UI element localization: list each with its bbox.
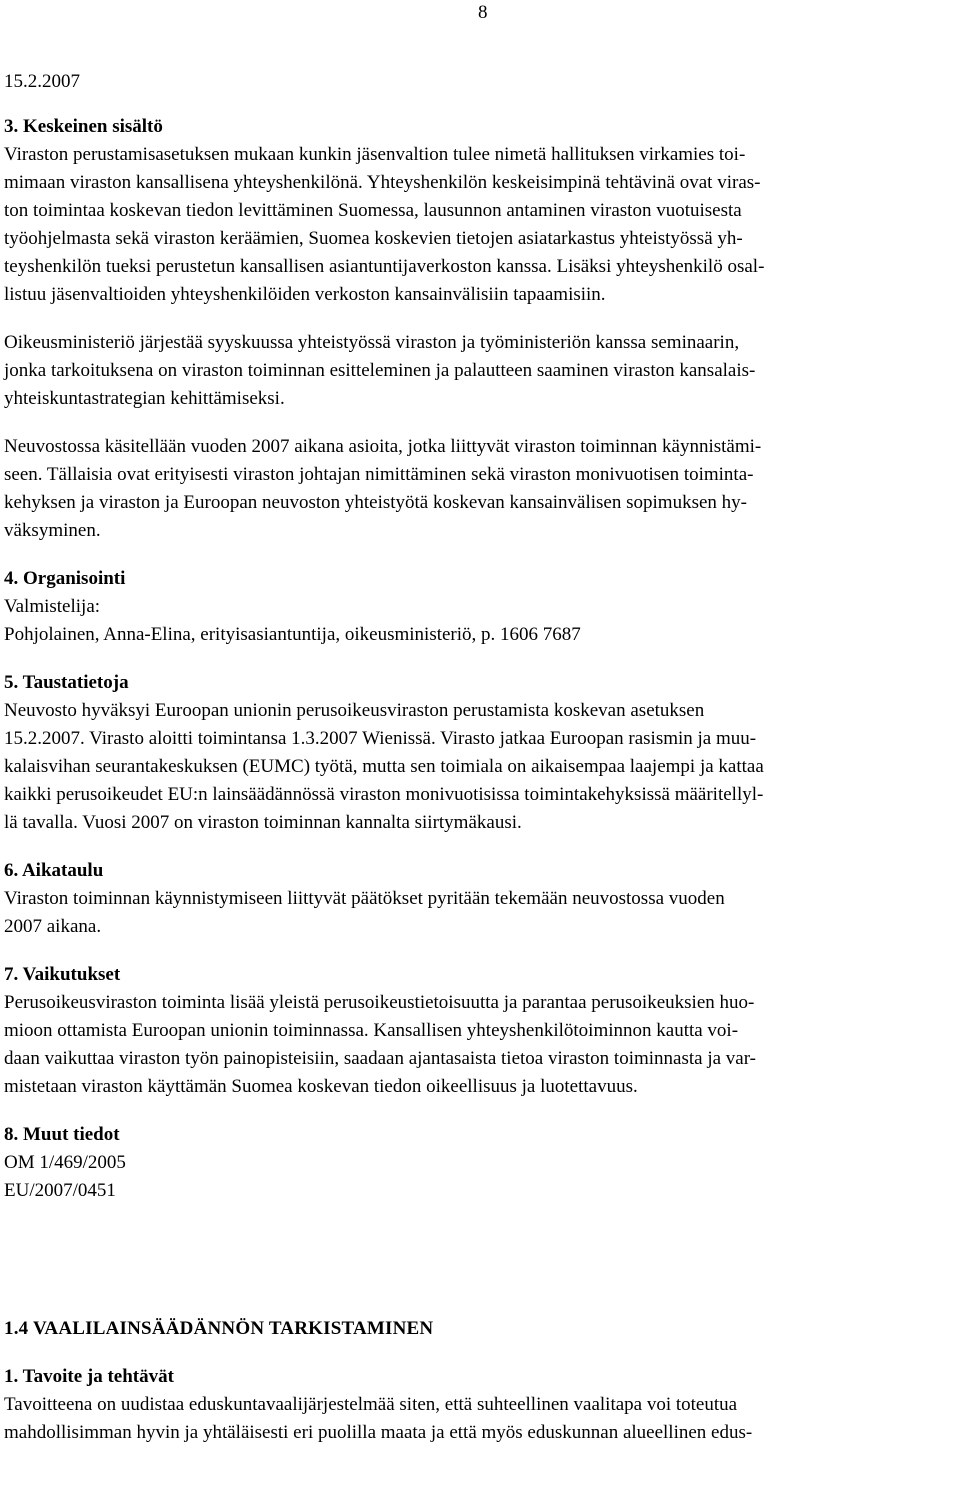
text-line: mahdollisimman hyvin ja yhtäläisesti eri puolilla maata ja että myös eduskunnan alueellinen edus- xyxy=(4,1422,753,1443)
section-8-muut-tiedot xyxy=(4,1121,954,1205)
text-line: mioon ottamista Euroopan unionin toiminnassa. Kansallisen yhteyshenkilötoiminnon kautta voi- xyxy=(4,1020,739,1041)
text-line: lä tavalla. Vuosi 2007 on viraston toiminnan kannalta siirtymäkausi. xyxy=(4,812,522,833)
section-heading: 1. Tavoite ja tehtävät xyxy=(4,1366,174,1387)
document-body xyxy=(4,68,954,1467)
chapter-heading-1-4: 1.4 VAALILAINSÄÄDÄNNÖN TARKISTAMINEN xyxy=(4,1318,434,1339)
document-date: 15.2.2007 xyxy=(4,71,80,92)
reference-code: OM 1/469/2005 xyxy=(4,1152,126,1173)
text-line: 15.2.2007. Virasto aloitti toimintansa 1.3.2007 Wienissä. Virasto jatkaa Euroopan rasismin ja muu- xyxy=(4,728,757,749)
paragraph xyxy=(4,329,954,413)
text-line: 2007 aikana. xyxy=(4,916,102,937)
text-line: mistetaan viraston käyttämän Suomea koskevan tiedon oikeellisuus ja luotettavuus. xyxy=(4,1076,638,1097)
text-line: työohjelmasta sekä viraston keräämien, Suomea koskevien tietojen asiatarkastus yhteistyössä yh- xyxy=(4,228,743,249)
text-line: kalaisvihan seurantakeskuksen (EUMC) työtä, mutta sen toimiala on aikaisempaa laajempi ja kattaa xyxy=(4,756,764,777)
paragraph xyxy=(4,433,954,545)
section-3-keskeinen-sisalto xyxy=(4,113,954,309)
text-line: yhteiskuntastrategian kehittämiseksi. xyxy=(4,388,285,409)
text-line: ton toimintaa koskevan tiedon levittäminen Suomessa, lausunnon antaminen viraston vuotuisesta xyxy=(4,200,742,221)
text-line: Pohjolainen, Anna-Elina, erityisasiantuntija, oikeusministeriö, p. 1606 7687 xyxy=(4,624,581,645)
section-heading: 8. Muut tiedot xyxy=(4,1124,120,1145)
text-line: Tavoitteena on uudistaa eduskuntavaalijärjestelmää siten, että suhteellinen vaalitapa voi toteutua xyxy=(4,1394,738,1415)
text-line: Neuvosto hyväksyi Euroopan unionin perusoikeusviraston perustamista koskevan asetuksen xyxy=(4,700,705,721)
text-line: listuu jäsenvaltioiden yhteyshenkilöiden verkoston kansainvälisiin tapaamisiin. xyxy=(4,284,606,305)
section-1-tavoite-ja-tehtavat xyxy=(4,1363,954,1447)
text-line: daan vaikuttaa viraston työn painopisteisiin, saadaan ajantasaista tietoa viraston toiminnasta ja var- xyxy=(4,1048,757,1069)
section-4-organisointi xyxy=(4,565,954,649)
text-line: Oikeusministeriö järjestää syyskuussa yhteistyössä viraston ja työministeriön kanssa seminaarin, xyxy=(4,332,740,353)
text-line: jonka tarkoituksena on viraston toiminnan esitteleminen ja palautteen saaminen viraston kansalais- xyxy=(4,360,756,381)
section-heading: 3. Keskeinen sisältö xyxy=(4,116,163,137)
text-line: väksyminen. xyxy=(4,520,101,541)
text-line: seen. Tällaisia ovat erityisesti viraston johtajan nimittäminen sekä viraston monivuotisen toiminta- xyxy=(4,464,754,485)
section-heading: 4. Organisointi xyxy=(4,568,126,589)
section-heading: 7. Vaikutukset xyxy=(4,964,121,985)
text-line: Valmistelija: xyxy=(4,596,101,617)
text-line: Viraston toiminnan käynnistymiseen liittyvät päätökset pyritään tekemään neuvostossa vuoden xyxy=(4,888,725,909)
text-line: Neuvostossa käsitellään vuoden 2007 aikana asioita, jotka liittyvät viraston toiminnan käynnistämi- xyxy=(4,436,762,457)
text-line: Viraston perustamisasetuksen mukaan kunkin jäsenvaltion tulee nimetä hallituksen virkamies toi- xyxy=(4,144,746,165)
section-heading: 6. Aikataulu xyxy=(4,860,104,881)
text-line: Perusoikeusviraston toiminta lisää yleistä perusoikeustietoisuutta ja parantaa perusoikeuksien huo- xyxy=(4,992,755,1013)
text-line: kaikki perusoikeudet EU:n lainsäädännössä viraston monivuotisissa toimintakehyksissä määritellyl- xyxy=(4,784,764,805)
section-heading: 5. Taustatietoja xyxy=(4,672,129,693)
page-number: 8 xyxy=(478,2,488,23)
reference-code: EU/2007/0451 xyxy=(4,1180,116,1201)
section-6-aikataulu xyxy=(4,857,954,941)
section-7-vaikutukset xyxy=(4,961,954,1101)
text-line: kehyksen ja viraston ja Euroopan neuvoston yhteistyötä koskevan kansainvälisen sopimuksen hy- xyxy=(4,492,747,513)
text-line: teyshenkilön tueksi perustetun kansallisen asiantuntijaverkoston kanssa. Lisäksi yhteyshenkilö osal- xyxy=(4,256,765,277)
section-5-taustatietoja xyxy=(4,669,954,837)
text-line: mimaan viraston kansallisena yhteyshenkilönä. Yhteyshenkilön keskeisimpinä tehtävinä ovat viras- xyxy=(4,172,761,193)
